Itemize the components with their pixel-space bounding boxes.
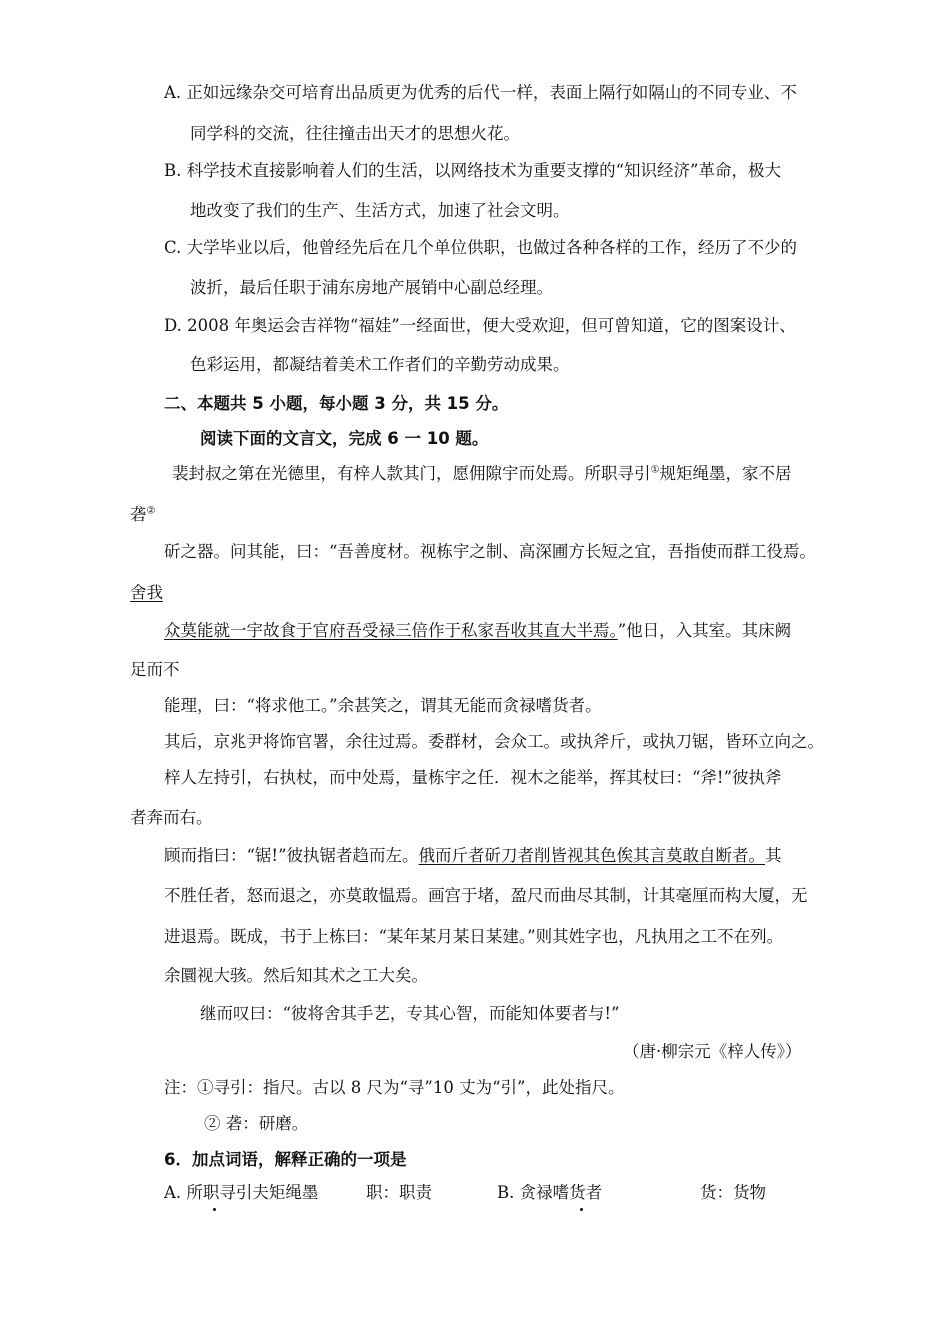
passage-line: 顾而指曰：“锯!”彼执锯者趋而左。俄而斤者斫刀者削皆视其色俟其言莫敢自断者。其: [164, 846, 782, 865]
emphasis-dot: [580, 1208, 583, 1211]
option-d-line1: D. 2008 年奥运会吉祥物“福娃”一经面世，便大受欢迎，但可曾知道，它的图案设计、: [164, 316, 796, 335]
underlined-sentence: 众莫能就一宇故食于官府吾受禄三倍作于私家吾收其直大半焉。: [164, 621, 618, 640]
passage-line: 其后，京兆尹将饰官署，余往过焉。委群材，会众工。或执斧斤，或执刀锯，皆环立向之。: [164, 732, 824, 751]
passage-line: 砻②: [130, 505, 156, 524]
passage-line: 梓人左持引，右执杖，而中处焉，量栋宇之任．视木之能举，挥其杖曰：“斧!”彼执斧: [164, 768, 782, 787]
option-d-line2: 色彩运用，都凝结着美术工作者们的辛勤劳动成果。: [190, 355, 570, 374]
option-a-line1: A. 正如远缘杂交可培育出品质更为优秀的后代一样，表面上隔行如隔山的不同专业、不: [164, 83, 797, 102]
option-b-line2: 地改变了我们的生产、生活方式，加速了社会文明。: [190, 201, 570, 220]
footnote-marker: ②: [146, 505, 156, 517]
question-6-option-a: A. 所职寻引夫矩绳墨: [164, 1183, 319, 1202]
footnote-marker: ①: [650, 464, 660, 476]
question-6-option-a-gloss: 职：职责: [366, 1183, 432, 1202]
question-6-option-b: B. 贪禄嗜货者: [497, 1183, 603, 1202]
passage-line: 众莫能就一宇故食于官府吾受禄三倍作于私家吾收其直大半焉。”他日，入其室。其床阙: [164, 621, 792, 640]
annotation-note-1: 注：①寻引：指尺。古以 8 尺为“寻”10 丈为“引”，此处指尺。: [164, 1078, 625, 1097]
passage-source: （唐·柳宗元《梓人传》）: [623, 1042, 802, 1061]
passage-line: 不胜任者，怒而退之，亦莫敢愠焉。画宫于堵，盈尺而曲尽其制，计其毫厘而构大厦，无: [164, 886, 808, 905]
question-6-option-b-gloss: 货：货物: [700, 1183, 766, 1202]
reading-instruction: 阅读下面的文言文，完成 6 一 10 题。: [200, 429, 489, 448]
passage-line: 斫之器。问其能，曰：“吾善度材。视栋宇之制、高深圃方长短之宜，吾指使而群工役焉。: [164, 542, 816, 561]
passage-line: 者奔而右。: [130, 808, 213, 827]
option-a-line2: 同学科的交流，往往撞击出天才的思想火花。: [190, 124, 520, 143]
passage-line: 裴封叔之第在光德里，有梓人款其门，愿佣隙宇而处焉。所职寻引①规矩绳墨，家不居: [172, 464, 792, 483]
emphasis-dot: [213, 1208, 216, 1211]
annotation-note-2: ② 砻：研磨。: [204, 1114, 309, 1133]
passage-line: 足而不: [130, 660, 180, 679]
option-c-line1: C. 大学毕业以后，他曾经先后在几个单位供职，也做过各种各样的工作，经历了不少的: [164, 238, 798, 257]
option-b-line1: B. 科学技术直接影响着人们的生活，以网络技术为重要支撑的“知识经济”革命，极大: [164, 161, 781, 180]
passage-line: 继而叹曰：“彼将舍其手艺，专其心智，而能知体要者与!”: [200, 1004, 620, 1023]
underlined-sentence: 俄而斤者斫刀者削皆视其色俟其言莫敢自断者。: [418, 846, 766, 865]
option-c-line2: 波折，最后任职于浦东房地产展销中心副总经理。: [190, 278, 553, 297]
passage-line: 能理，曰：“将求他工。”余甚笑之，谓其无能而贪禄嗜货者。: [164, 696, 602, 715]
passage-line-underlined: 舍我: [130, 583, 163, 602]
question-6-stem: 6．加点词语，解释正确的一项是: [164, 1150, 407, 1169]
passage-line: 进退焉。既成，书于上栋曰：“某年某月某日某建。”则其姓字也，凡执用之工不在列。: [164, 927, 784, 946]
section-heading: 二、本题共 5 小题，每小题 3 分，共 15 分。: [164, 394, 509, 413]
passage-line: 余圜视大骇。然后知其术之工大矣。: [164, 966, 428, 985]
